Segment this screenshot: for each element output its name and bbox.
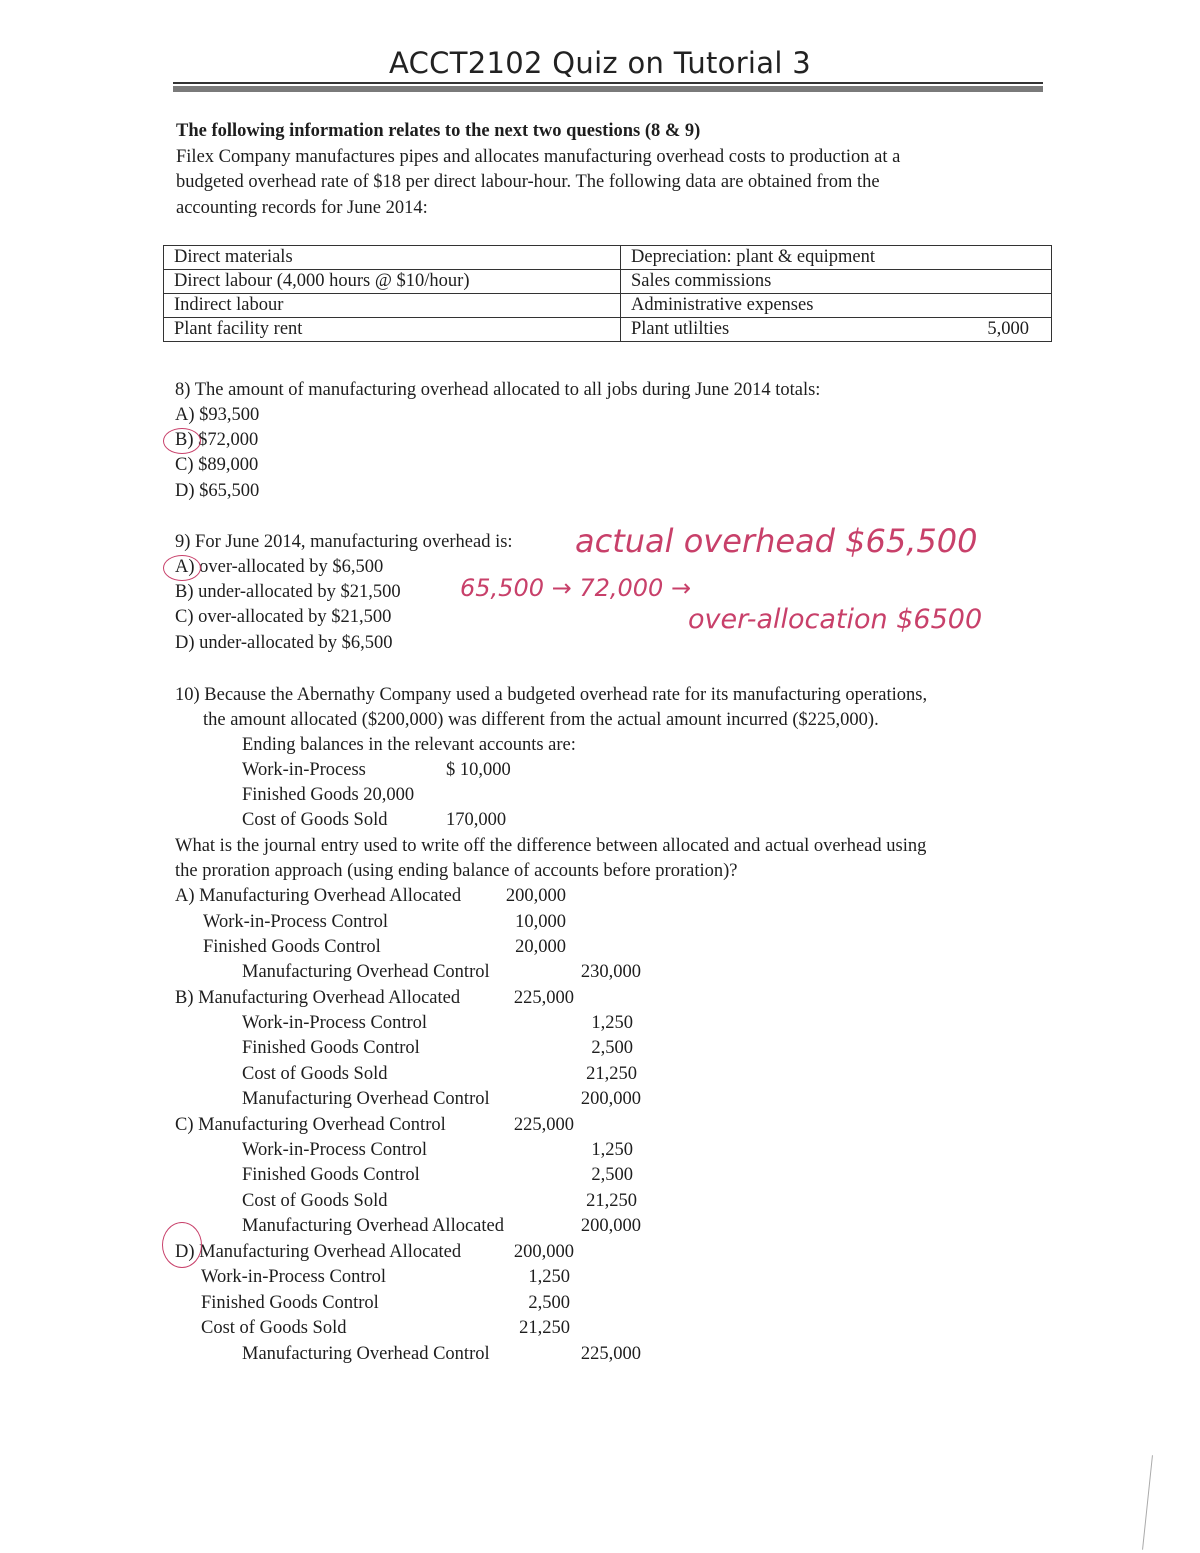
option-10b-line: Cost of Goods Sold (242, 1064, 388, 1084)
table-cell-label: Administrative expenses (631, 295, 814, 315)
table-cell-label: Sales commissions (631, 271, 772, 291)
option-10c-value: 225,000 (513, 1115, 574, 1135)
option-10c-value: 200,000 (580, 1216, 641, 1236)
option-10d-line: Cost of Goods Sold (201, 1318, 347, 1338)
answer-circle-9a (163, 555, 201, 581)
table-cell (621, 270, 1052, 294)
option-10c-value: 2,500 (591, 1165, 633, 1185)
balance-label: Cost of Goods Sold (242, 810, 388, 830)
question-8: 8) The amount of manufacturing overhead allocated to all jobs during June 2014 totals: (175, 380, 821, 400)
pen-mark (1142, 1455, 1153, 1550)
option-10c-line: Work-in-Process Control (242, 1140, 428, 1160)
table-cell (621, 294, 1052, 318)
option-10a-line: A) Manufacturing Overhead Allocated (175, 886, 462, 906)
option-10c-line: Manufacturing Overhead Allocated (242, 1216, 504, 1236)
table-cell-label: Depreciation: plant & equipment (631, 247, 876, 267)
title-rule-shadow (173, 86, 1043, 92)
table-cell (621, 318, 1052, 342)
table-cell (621, 246, 1052, 270)
table-cell: Direct labour (4,000 hours @ $10/hour) (164, 270, 621, 294)
balance-label (242, 783, 414, 809)
option-10b-line: B) Manufacturing Overhead Allocated (175, 988, 461, 1008)
intro-line: budgeted overhead rate of $18 per direct labour-hour. The following data are obtained from the (176, 172, 880, 192)
option-10a-value: 200,000 (505, 886, 566, 906)
table-row (164, 318, 1052, 342)
cost-data-table (163, 245, 1052, 342)
balance-value: 20,000 (363, 785, 415, 805)
balances-heading: Ending balances in the relevant accounts are: (242, 735, 576, 755)
balance-label: Work-in-Process (242, 760, 366, 780)
intro-line: accounting records for June 2014: (176, 198, 428, 218)
balance-value: 170,000 (446, 810, 507, 830)
option-10d-value: 200,000 (513, 1242, 574, 1262)
option-10b-line: Work-in-Process Control (242, 1013, 428, 1033)
option-10b-value: 1,250 (591, 1013, 633, 1033)
option-10c-value: 1,250 (591, 1140, 633, 1160)
option-10c-line: Finished Goods Control (242, 1165, 420, 1185)
option-10b-value: 21,250 (586, 1064, 637, 1084)
table-row (164, 246, 1052, 270)
option-10b-line: Manufacturing Overhead Control (242, 1089, 490, 1109)
option-10a-value: 20,000 (515, 937, 566, 957)
title-rule (173, 82, 1043, 84)
option-10b-value: 2,500 (591, 1038, 633, 1058)
answer-circle-8b (163, 428, 201, 454)
option-10d-line: Work-in-Process Control (201, 1267, 387, 1287)
answer-circle-10d (162, 1222, 202, 1268)
option-9a: A) over-allocated by $6,500 (175, 557, 384, 577)
handwritten-note: 65,500 → 72,000 → (460, 574, 692, 602)
option-8a: A) $93,500 (175, 405, 260, 425)
option-10c-line: Cost of Goods Sold (242, 1191, 388, 1211)
option-10d-line: Manufacturing Overhead Control (242, 1344, 490, 1364)
intro-line: Filex Company manufactures pipes and allocates manufacturing overhead costs to production at a (176, 147, 901, 167)
handwritten-note: over-allocation $6500 (688, 604, 983, 635)
table-cell-value: 5,000 (987, 319, 1029, 339)
option-9b: B) under-allocated by $21,500 (175, 582, 401, 602)
option-10c-line: C) Manufacturing Overhead Control (175, 1115, 446, 1135)
option-10c-value: 21,250 (586, 1191, 637, 1211)
option-8d: D) $65,500 (175, 481, 260, 501)
table-cell: Indirect labour (164, 294, 621, 318)
question-10-line: 10) Because the Abernathy Company used a budgeted overhead rate for its manufacturing operations, (175, 685, 928, 705)
option-9d: D) under-allocated by $6,500 (175, 633, 393, 653)
option-10a-value: 10,000 (515, 912, 566, 932)
question-9: 9) For June 2014, manufacturing overhead is: (175, 532, 513, 552)
question-10-prompt: the proration approach (using ending balance of accounts before proration)? (175, 861, 738, 881)
option-9c: C) over-allocated by $21,500 (175, 607, 392, 627)
option-10d-line: D) Manufacturing Overhead Allocated (175, 1242, 462, 1262)
table-row (164, 270, 1052, 294)
option-10a-line: Finished Goods Control (203, 937, 381, 957)
option-10d-value: 2,500 (528, 1293, 570, 1313)
option-10a-line: Work-in-Process Control (203, 912, 389, 932)
option-10b-value: 200,000 (580, 1089, 641, 1109)
option-8c: C) $89,000 (175, 455, 259, 475)
option-10b-line: Finished Goods Control (242, 1038, 420, 1058)
question-10-line: the amount allocated ($200,000) was different from the actual amount incurred ($225,000). (203, 710, 879, 730)
page-title: ACCT2102 Quiz on Tutorial 3 (389, 46, 811, 80)
option-8b: B) $72,000 (175, 430, 259, 450)
option-10d-value: 1,250 (528, 1267, 570, 1287)
option-10d-value: 225,000 (580, 1344, 641, 1364)
option-10b-value: 225,000 (513, 988, 574, 1008)
option-10d-value: 21,250 (519, 1318, 570, 1338)
option-10a-value: 230,000 (580, 962, 641, 982)
option-10a-line: Manufacturing Overhead Control (242, 962, 490, 982)
handwritten-note: actual overhead $65,500 (575, 522, 978, 560)
intro-heading: The following information relates to the next two questions (8 & 9) (176, 121, 701, 141)
balance-label-text: Finished Goods (242, 785, 359, 805)
option-10d-line: Finished Goods Control (201, 1293, 379, 1313)
table-cell-label: Plant utlilties (631, 319, 730, 339)
balance-value: $ 10,000 (446, 760, 511, 780)
table-cell: Plant facility rent (164, 318, 621, 342)
question-10-prompt: What is the journal entry used to write off the difference between allocated and actual overhead using (175, 836, 927, 856)
table-row (164, 294, 1052, 318)
table-cell: Direct materials (164, 246, 621, 270)
